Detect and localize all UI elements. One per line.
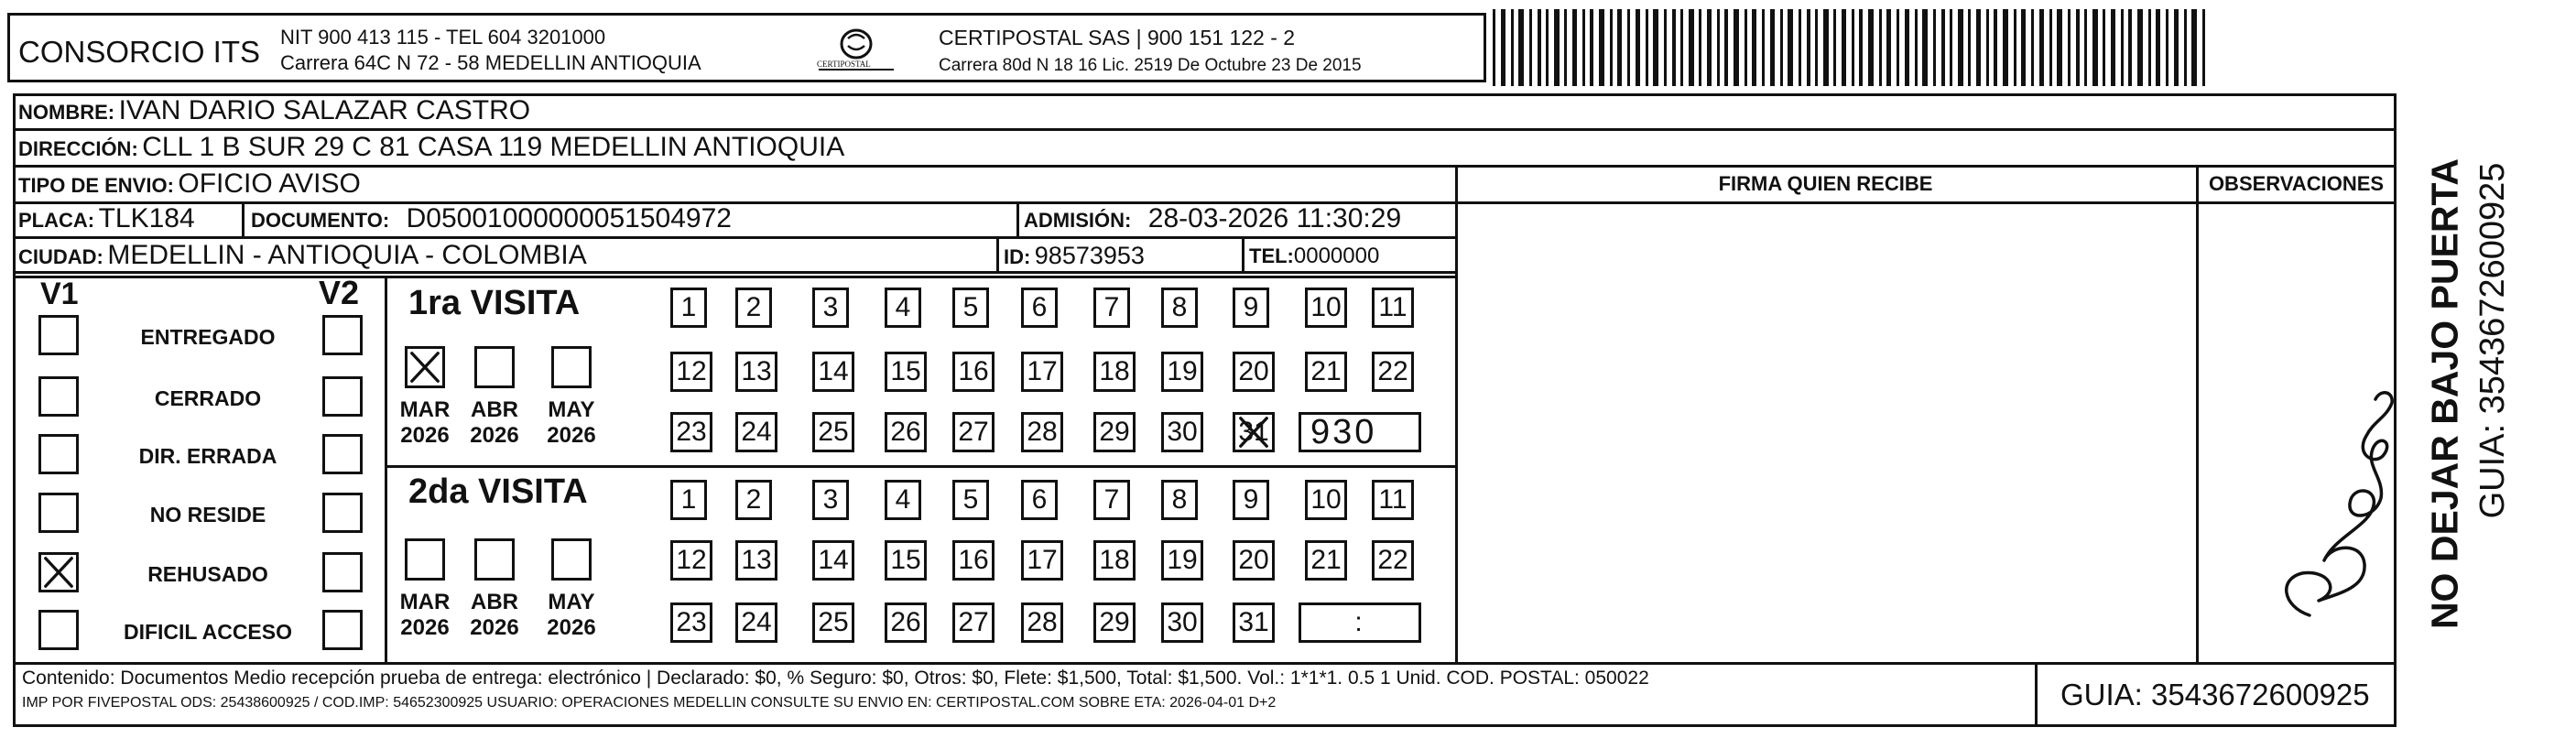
nombre-value: IVAN DARIO SALAZAR CASTRO — [118, 95, 531, 125]
placa-cell — [18, 205, 195, 233]
day-box[interactable] — [1233, 412, 1275, 452]
day-box[interactable] — [952, 480, 989, 520]
day-box[interactable] — [952, 412, 995, 452]
rule — [1242, 236, 1245, 271]
day-box[interactable] — [1161, 352, 1203, 392]
day-number: 29 — [1099, 417, 1130, 447]
day-number: 29 — [1099, 607, 1130, 637]
check-mark-icon — [41, 555, 76, 590]
day-box[interactable] — [1305, 540, 1347, 581]
day-box[interactable] — [670, 480, 707, 520]
rule — [13, 276, 1455, 278]
recipient-signature — [2264, 348, 2401, 623]
tipo-envio-label: TIPO DE ENVIO: — [18, 174, 174, 197]
carrier-license: Carrera 80d N 18 16 Lic. 2519 De Octubre 23 De 2015 — [939, 56, 1362, 75]
certipostal-logo-icon — [815, 24, 897, 79]
day-number: 21 — [1310, 356, 1342, 386]
day-number: 7 — [1103, 292, 1120, 322]
v1-checkbox[interactable] — [38, 434, 79, 474]
status-option-label: DIFICIL ACCESO — [123, 620, 292, 644]
month-label — [465, 397, 524, 448]
day-number: 3 — [822, 292, 839, 322]
barcode — [1493, 9, 2225, 86]
rule — [2196, 165, 2199, 662]
day-box[interactable] — [670, 288, 707, 328]
day-number: 2 — [745, 292, 762, 322]
day-box[interactable] — [735, 352, 777, 392]
day-box[interactable] — [735, 602, 777, 643]
v2-checkbox[interactable] — [322, 376, 363, 417]
day-number: 15 — [890, 545, 921, 575]
day-number: 20 — [1238, 545, 1269, 575]
company-address: Carrera 64C N 72 - 58 MEDELLIN ANTIOQUIA — [280, 51, 701, 74]
v2-checkbox[interactable] — [322, 315, 363, 355]
barcode-bar — [2205, 9, 2211, 86]
side-warning: NO DEJAR BAJO PUERTA — [2423, 157, 2466, 630]
day-box[interactable] — [1093, 412, 1136, 452]
month-checkbox[interactable] — [551, 346, 592, 388]
day-box[interactable] — [952, 352, 995, 392]
day-box[interactable] — [1093, 480, 1130, 520]
month-year: 2026 — [400, 422, 450, 448]
company-name: CONSORCIO ITS — [18, 35, 261, 69]
rule — [13, 662, 2397, 665]
month-checkbox[interactable] — [551, 538, 592, 581]
day-number: 2 — [745, 484, 762, 515]
documento-value: D05001000000051504972 — [406, 203, 732, 233]
nombre-label: NOMBRE: — [18, 101, 115, 124]
day-box[interactable] — [1372, 288, 1414, 328]
status-option-label: CERRADO — [154, 386, 262, 410]
ciudad-cell — [18, 242, 587, 269]
month-name: MAR — [399, 590, 451, 614]
day-number: 26 — [890, 607, 921, 637]
day-box[interactable] — [735, 540, 777, 581]
day-number: 23 — [676, 417, 707, 447]
day-number: 18 — [1099, 545, 1130, 575]
day-box[interactable] — [1305, 352, 1347, 392]
month-year: 2026 — [547, 614, 596, 640]
time-box[interactable]: 930 — [1299, 412, 1421, 452]
day-number: 28 — [1027, 607, 1058, 637]
day-number: 23 — [676, 607, 707, 637]
v2-checkbox[interactable] — [322, 493, 363, 533]
day-number: 14 — [818, 356, 849, 386]
day-box[interactable] — [670, 602, 712, 643]
rule — [996, 236, 999, 271]
certipostal-logo-text: CERTIPOSTAL — [817, 60, 871, 69]
day-box[interactable] — [735, 412, 777, 452]
day-number: 6 — [1031, 292, 1048, 322]
month-year: 2026 — [470, 422, 519, 448]
day-box[interactable] — [1093, 602, 1136, 643]
rule — [13, 236, 1455, 239]
day-number: 4 — [895, 292, 911, 322]
day-box[interactable] — [735, 480, 772, 520]
tipo-envio-row — [18, 170, 361, 198]
documento-label: DOCUMENTO: — [251, 209, 390, 232]
day-number: 8 — [1171, 484, 1188, 515]
status-option-label: DIR. ERRADA — [138, 444, 277, 468]
placa-value: TLK184 — [98, 203, 195, 233]
direccion-label: DIRECCIÓN: — [18, 137, 138, 160]
day-number: 20 — [1238, 356, 1269, 386]
observaciones-header: OBSERVACIONES — [2208, 172, 2385, 195]
day-number: 16 — [958, 545, 989, 575]
day-number: 31 — [1238, 607, 1269, 637]
day-box[interactable] — [1093, 352, 1136, 392]
rule — [1455, 165, 1458, 662]
day-box[interactable] — [1233, 602, 1275, 643]
day-box[interactable] — [670, 352, 712, 392]
day-box[interactable] — [952, 540, 995, 581]
day-box[interactable] — [885, 602, 927, 643]
day-box[interactable] — [952, 288, 989, 328]
month-name: MAY — [548, 590, 595, 614]
tel-cell — [1249, 245, 1379, 267]
day-number: 14 — [818, 545, 849, 575]
day-box[interactable] — [812, 602, 854, 643]
day-number: 21 — [1310, 545, 1342, 575]
direccion-value: CLL 1 B SUR 29 C 81 CASA 119 MEDELLIN ANTIOQUIA — [142, 132, 845, 162]
day-box[interactable] — [1021, 288, 1058, 328]
day-number: 19 — [1167, 545, 1198, 575]
tel-value: 0000000 — [1293, 244, 1380, 268]
day-box[interactable] — [812, 540, 854, 581]
company-nit: NIT 900 413 115 - TEL 604 3201000 — [280, 26, 606, 49]
day-number: 15 — [890, 356, 921, 386]
day-number: 11 — [1378, 484, 1408, 515]
day-number: 25 — [818, 417, 849, 447]
day-box[interactable] — [1305, 480, 1347, 520]
day-number: 17 — [1027, 545, 1058, 575]
day-box[interactable] — [1021, 352, 1063, 392]
id-label: ID: — [1004, 245, 1031, 268]
day-number: 10 — [1310, 484, 1342, 515]
v1-checkbox[interactable] — [38, 493, 79, 533]
day-number: 7 — [1103, 484, 1120, 515]
day-number: 18 — [1099, 356, 1130, 386]
v1-checkbox[interactable] — [38, 376, 79, 417]
status-option-label: NO RESIDE — [149, 503, 266, 526]
month-checkbox[interactable] — [474, 346, 515, 388]
day-box[interactable] — [1161, 602, 1203, 643]
rule — [2035, 662, 2038, 727]
day-box[interactable] — [885, 480, 921, 520]
v1-checkbox[interactable] — [38, 315, 79, 355]
month-name: ABR — [471, 397, 518, 422]
day-number: 30 — [1167, 607, 1198, 637]
day-box[interactable] — [1305, 288, 1347, 328]
direccion-row — [18, 134, 844, 161]
day-box[interactable] — [1021, 602, 1063, 643]
admision-label: ADMISIÓN: — [1024, 209, 1132, 232]
month-year: 2026 — [547, 422, 596, 448]
ciudad-value: MEDELLIN - ANTIOQUIA - COLOMBIA — [107, 240, 587, 270]
id-cell — [1004, 244, 1145, 268]
nombre-row — [18, 97, 530, 125]
day-number: 19 — [1167, 356, 1198, 386]
day-box[interactable] — [812, 288, 849, 328]
day-number: 22 — [1377, 356, 1408, 386]
day-number: 24 — [741, 607, 772, 637]
day-box[interactable] — [1233, 352, 1275, 392]
check-mark-icon — [408, 349, 442, 385]
admision-value: 28-03-2026 11:30:29 — [1147, 203, 1402, 233]
v2-header: V2 — [319, 274, 360, 311]
side-guia: GUIA: 3543672600925 — [2473, 162, 2512, 519]
month-name: ABR — [471, 590, 518, 614]
day-box[interactable] — [735, 288, 772, 328]
day-number: 16 — [958, 356, 989, 386]
footer-imp: IMP POR FIVEPOSTAL ODS: 25438600925 / COD.IMP: 54652300925 USUARIO: OPERACIONES MEDELLIN CONSULTE SU ENVIO EN: CERTIPOSTAL.COM SOBRE ETA: 2026-04-01 D+2 — [22, 695, 1277, 711]
day-number: 13 — [741, 356, 772, 386]
day-number: 27 — [958, 607, 989, 637]
v2-checkbox[interactable] — [322, 434, 363, 474]
day-number: 9 — [1243, 292, 1259, 322]
day-box[interactable] — [1021, 540, 1063, 581]
day-box[interactable] — [670, 540, 712, 581]
month-year: 2026 — [400, 614, 450, 640]
day-number: 3 — [822, 484, 839, 515]
rule — [242, 201, 245, 236]
month-label — [465, 590, 524, 640]
certipostal-logo — [815, 24, 897, 79]
admision-cell — [1024, 205, 1401, 233]
tipo-envio-value: OFICIO AVISO — [178, 168, 361, 199]
day-box[interactable] — [1161, 480, 1198, 520]
day-box[interactable] — [1372, 480, 1414, 520]
documento-cell — [251, 205, 732, 233]
day-number: 13 — [741, 545, 772, 575]
day-number: 17 — [1027, 356, 1058, 386]
v1-header: V1 — [40, 277, 79, 311]
day-box[interactable] — [1021, 480, 1058, 520]
day-box[interactable] — [812, 480, 849, 520]
day-number: 11 — [1378, 292, 1408, 322]
footer-contenido: Contenido: Documentos Medio recepción prueba de entrega: electrónico | Declarado: $0, % Seguro: $0, Otros: $0, Flete: $1,500, Total: $1,500. Vol.: 1*1*1. 0.5 1 Unid. COD. POSTAL: 050022 — [22, 668, 1649, 689]
day-box[interactable] — [1021, 412, 1063, 452]
status-option-label: ENTREGADO — [140, 325, 276, 349]
month-label — [542, 590, 601, 640]
footer-guia: GUIA: 3543672600925 — [2060, 678, 2370, 711]
day-box[interactable] — [1093, 540, 1136, 581]
time-box[interactable]: : — [1299, 602, 1421, 643]
id-value: 98573953 — [1034, 242, 1145, 269]
day-number: 25 — [818, 607, 849, 637]
day-number: 26 — [890, 417, 921, 447]
tel-label: TEL: — [1249, 244, 1294, 267]
v1-checkbox[interactable] — [38, 552, 79, 592]
day-number: 1 — [680, 484, 697, 515]
day-box[interactable] — [1233, 540, 1275, 581]
day-box[interactable] — [885, 288, 921, 328]
month-year: 2026 — [470, 614, 519, 640]
day-box[interactable] — [1161, 288, 1198, 328]
month-label — [396, 590, 454, 640]
signature-image — [2264, 348, 2401, 623]
month-checkbox[interactable] — [405, 538, 445, 581]
day-number: 5 — [962, 484, 979, 515]
month-name: MAR — [399, 397, 451, 422]
day-box[interactable] — [952, 602, 995, 643]
rule — [13, 165, 2397, 168]
day-number: 27 — [958, 417, 989, 447]
day-box[interactable] — [1233, 480, 1269, 520]
ciudad-label: CIUDAD: — [18, 245, 103, 268]
day-box[interactable] — [885, 540, 927, 581]
month-checkbox[interactable] — [474, 538, 515, 581]
day-number: 28 — [1027, 417, 1058, 447]
v2-checkbox[interactable] — [322, 610, 363, 650]
rule — [385, 276, 387, 662]
rule — [13, 271, 1455, 274]
day-box[interactable] — [1372, 352, 1414, 392]
day-number: 31 — [1238, 417, 1269, 447]
day-box[interactable] — [812, 412, 854, 452]
day-number: 22 — [1377, 545, 1408, 575]
day-box[interactable] — [1161, 540, 1203, 581]
day-number: 1 — [680, 292, 697, 322]
day-box[interactable] — [1161, 412, 1203, 452]
status-option-label: REHUSADO — [147, 562, 268, 586]
day-number: 12 — [676, 356, 707, 386]
day-number: 24 — [741, 417, 772, 447]
month-name: MAY — [548, 397, 595, 422]
month-label — [542, 397, 601, 448]
second-visit-title: 2da VISITA — [408, 472, 588, 511]
v2-checkbox[interactable] — [322, 552, 363, 592]
day-number: 8 — [1171, 292, 1188, 322]
v1-checkbox[interactable] — [38, 610, 79, 650]
day-number: 4 — [895, 484, 911, 515]
day-number: 12 — [676, 545, 707, 575]
day-box[interactable] — [670, 412, 712, 452]
day-box[interactable] — [885, 352, 927, 392]
month-checkbox[interactable] — [405, 346, 445, 388]
day-number: 9 — [1243, 484, 1259, 515]
carrier-name: CERTIPOSTAL SAS | 900 151 122 - 2 — [939, 26, 1296, 49]
check-mark-icon — [1235, 415, 1272, 450]
first-visit-title: 1ra VISITA — [408, 284, 581, 322]
day-box[interactable] — [812, 352, 854, 392]
day-box[interactable] — [885, 412, 927, 452]
firma-header: FIRMA QUIEN RECIBE — [1718, 172, 1933, 195]
rule — [1016, 201, 1019, 236]
placa-label: PLACA: — [18, 209, 95, 232]
month-label — [396, 397, 454, 448]
day-number: 10 — [1310, 292, 1342, 322]
rule — [385, 465, 1456, 468]
rule — [13, 128, 2397, 131]
day-box[interactable] — [1093, 288, 1130, 328]
day-box[interactable] — [1233, 288, 1269, 328]
day-number: 30 — [1167, 417, 1198, 447]
day-number: 5 — [962, 292, 979, 322]
day-box[interactable] — [1372, 540, 1414, 581]
day-number: 6 — [1031, 484, 1048, 515]
